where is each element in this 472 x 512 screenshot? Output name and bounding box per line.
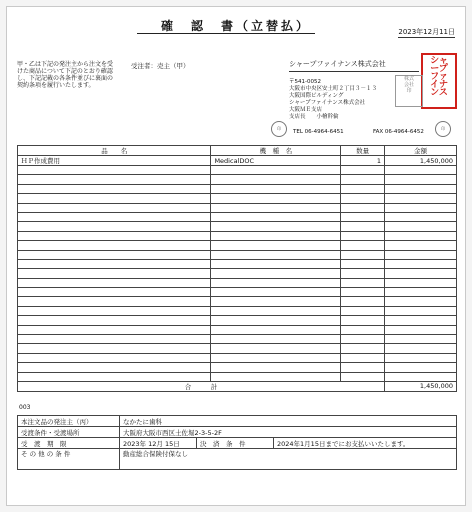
table-cell bbox=[341, 372, 385, 381]
branch-stamp: 株式 会社 印 bbox=[395, 75, 423, 107]
header-item-name: 品 名 bbox=[18, 146, 211, 156]
table-cell: 1 bbox=[341, 156, 385, 166]
table-row bbox=[18, 344, 457, 353]
table-row bbox=[18, 212, 457, 221]
table-cell: ＨＰ作成費用 bbox=[18, 156, 211, 166]
table-cell bbox=[18, 166, 211, 175]
table-cell bbox=[385, 222, 457, 231]
table-cell bbox=[18, 269, 211, 278]
table-row bbox=[18, 297, 457, 306]
tel-number: TEL 06-4964-6451 bbox=[293, 129, 344, 135]
table-row bbox=[18, 203, 457, 212]
table-cell bbox=[18, 194, 211, 203]
table-row bbox=[18, 175, 457, 184]
table-cell bbox=[341, 288, 385, 297]
table-cell bbox=[211, 175, 341, 184]
table-cell bbox=[341, 325, 385, 334]
table-cell bbox=[211, 278, 341, 287]
table-cell bbox=[341, 212, 385, 221]
table-cell bbox=[341, 231, 385, 240]
table-cell bbox=[211, 372, 341, 381]
table-cell bbox=[18, 222, 211, 231]
table-cell bbox=[211, 222, 341, 231]
document-date: 2023年12月11日 bbox=[398, 28, 455, 36]
table-row bbox=[18, 353, 457, 362]
table-cell bbox=[385, 344, 457, 353]
table-row bbox=[18, 316, 457, 325]
table-cell bbox=[18, 325, 211, 334]
table-cell bbox=[385, 184, 457, 193]
table-cell bbox=[18, 372, 211, 381]
table-cell: MedicalDOC bbox=[211, 156, 341, 166]
settlement-value: 2024年1月15日までにお支払いいたします。 bbox=[274, 438, 457, 449]
table-cell bbox=[385, 175, 457, 184]
table-row bbox=[18, 278, 457, 287]
table-row bbox=[18, 335, 457, 344]
orderer-client-label: 本注文品の発注主（丙） bbox=[18, 416, 120, 427]
table-row bbox=[18, 250, 457, 259]
total-label: 合 計 bbox=[18, 381, 385, 391]
table-cell bbox=[341, 203, 385, 212]
table-cell bbox=[341, 278, 385, 287]
table-cell bbox=[211, 288, 341, 297]
table-cell bbox=[341, 194, 385, 203]
table-row bbox=[18, 306, 457, 315]
other-conditions-label: そ の 他 の 条 件 bbox=[18, 449, 120, 470]
table-cell bbox=[18, 297, 211, 306]
table-cell bbox=[18, 363, 211, 372]
address-company: シャープファイナンス株式会社 bbox=[289, 100, 366, 106]
company-address bbox=[289, 79, 417, 121]
table-row bbox=[18, 222, 457, 231]
address-line2: 大阪国際ビルディング bbox=[289, 93, 344, 99]
orderer-client-value: なかたに歯科 bbox=[120, 416, 457, 427]
table-cell bbox=[211, 306, 341, 315]
table-row bbox=[18, 231, 457, 240]
table-cell bbox=[341, 269, 385, 278]
address-branch: 大阪ＭＥ支店 bbox=[289, 107, 323, 113]
table-row bbox=[18, 184, 457, 193]
table-cell bbox=[341, 316, 385, 325]
table-cell bbox=[385, 306, 457, 315]
table-cell bbox=[385, 269, 457, 278]
orderer-label: 受注者：売主（甲） bbox=[131, 62, 190, 70]
table-cell bbox=[211, 241, 341, 250]
table-cell bbox=[18, 259, 211, 268]
table-cell bbox=[341, 335, 385, 344]
total-row bbox=[18, 381, 457, 391]
table-cell bbox=[18, 278, 211, 287]
table-cell bbox=[18, 212, 211, 221]
table-row bbox=[18, 259, 457, 268]
table-cell bbox=[18, 175, 211, 184]
zip-code: 〒541-0052 bbox=[289, 79, 321, 85]
fax-number: FAX 06-4964-6452 bbox=[373, 129, 424, 135]
table-cell bbox=[341, 222, 385, 231]
table-cell: 1,450,000 bbox=[385, 156, 457, 166]
table-cell bbox=[385, 231, 457, 240]
table-row bbox=[18, 166, 457, 175]
table-cell bbox=[385, 166, 457, 175]
table-row bbox=[18, 288, 457, 297]
delivery-value: 大阪府大阪市西区土佐堀2-3-5-2F bbox=[120, 427, 457, 438]
table-cell bbox=[385, 372, 457, 381]
table-cell bbox=[385, 278, 457, 287]
table-cell bbox=[341, 344, 385, 353]
table-cell bbox=[341, 297, 385, 306]
header-model: 機 種 名 bbox=[211, 146, 341, 156]
table-cell bbox=[385, 353, 457, 362]
table-row bbox=[18, 194, 457, 203]
table-row bbox=[18, 269, 457, 278]
table-cell bbox=[18, 184, 211, 193]
table-cell bbox=[385, 288, 457, 297]
table-cell bbox=[18, 231, 211, 240]
table-cell bbox=[18, 344, 211, 353]
table-cell bbox=[211, 250, 341, 259]
table-cell bbox=[341, 259, 385, 268]
period-label: 受 渡 期 限 bbox=[18, 438, 120, 449]
table-cell bbox=[385, 297, 457, 306]
table-cell bbox=[18, 250, 211, 259]
table-cell bbox=[341, 175, 385, 184]
table-cell bbox=[385, 194, 457, 203]
company-name: シャープファイナンス株式会社 bbox=[289, 59, 419, 72]
table-cell bbox=[211, 194, 341, 203]
table-cell bbox=[385, 203, 457, 212]
table-cell bbox=[211, 231, 341, 240]
table-cell bbox=[385, 241, 457, 250]
other-conditions-value: 動産総合保険付保なし bbox=[120, 449, 457, 470]
period-value: 2023年 12月 15日 bbox=[120, 438, 197, 449]
company-seal: シャ ープ ファ イナ ンス bbox=[421, 53, 457, 109]
table-cell bbox=[18, 335, 211, 344]
table-row bbox=[18, 156, 457, 166]
table-cell bbox=[18, 203, 211, 212]
document-title: 確 認 書（立替払） bbox=[160, 19, 311, 33]
table-cell bbox=[385, 259, 457, 268]
items-table bbox=[17, 145, 457, 392]
table-cell bbox=[211, 269, 341, 278]
table-cell bbox=[211, 353, 341, 362]
table-cell bbox=[341, 184, 385, 193]
table-row bbox=[18, 372, 457, 381]
table-cell bbox=[385, 316, 457, 325]
table-cell bbox=[341, 306, 385, 315]
table-cell bbox=[341, 363, 385, 372]
table-cell bbox=[211, 363, 341, 372]
table-cell bbox=[385, 363, 457, 372]
table-cell bbox=[211, 316, 341, 325]
table-cell bbox=[18, 353, 211, 362]
table-cell bbox=[385, 250, 457, 259]
table-cell bbox=[385, 325, 457, 334]
table-cell bbox=[18, 306, 211, 315]
title-underline bbox=[137, 33, 315, 34]
table-cell bbox=[341, 241, 385, 250]
table-cell bbox=[341, 353, 385, 362]
table-cell bbox=[211, 259, 341, 268]
table-row bbox=[18, 363, 457, 372]
total-value: 1,450,000 bbox=[385, 381, 457, 391]
header-amount: 金額 bbox=[385, 146, 457, 156]
conditions-table bbox=[17, 415, 457, 470]
table-cell bbox=[211, 166, 341, 175]
seal-circle-left: 印 bbox=[271, 121, 287, 137]
table-cell bbox=[211, 325, 341, 334]
table-row bbox=[18, 325, 457, 334]
address-line1: 大阪市中央区安土町２丁目３－１３ bbox=[289, 86, 378, 92]
table-cell bbox=[341, 166, 385, 175]
delivery-label: 受渡条件・受渡場所 bbox=[18, 427, 120, 438]
table-cell bbox=[385, 335, 457, 344]
intro-text: 甲・乙は下記の発注主から注文を受けた商品について下記のとおり確認し、下記記載の各条件並びに裏面の契約条項を履行いたします。 bbox=[17, 61, 114, 89]
table-cell bbox=[211, 344, 341, 353]
table-cell bbox=[18, 288, 211, 297]
document-code: 003 bbox=[19, 404, 31, 411]
table-cell bbox=[211, 297, 341, 306]
settlement-label: 決 済 条 件 bbox=[197, 438, 274, 449]
table-cell bbox=[341, 250, 385, 259]
header-quantity: 数量 bbox=[341, 146, 385, 156]
seal-circle-right: 印 bbox=[435, 121, 451, 137]
table-cell bbox=[211, 184, 341, 193]
table-cell bbox=[18, 316, 211, 325]
table-cell bbox=[211, 335, 341, 344]
table-cell bbox=[211, 203, 341, 212]
confirmation-document bbox=[6, 6, 466, 506]
table-cell bbox=[18, 241, 211, 250]
table-cell bbox=[385, 212, 457, 221]
address-manager: 支店長 小檜幹倫 bbox=[289, 114, 339, 120]
table-cell bbox=[211, 212, 341, 221]
table-row bbox=[18, 241, 457, 250]
